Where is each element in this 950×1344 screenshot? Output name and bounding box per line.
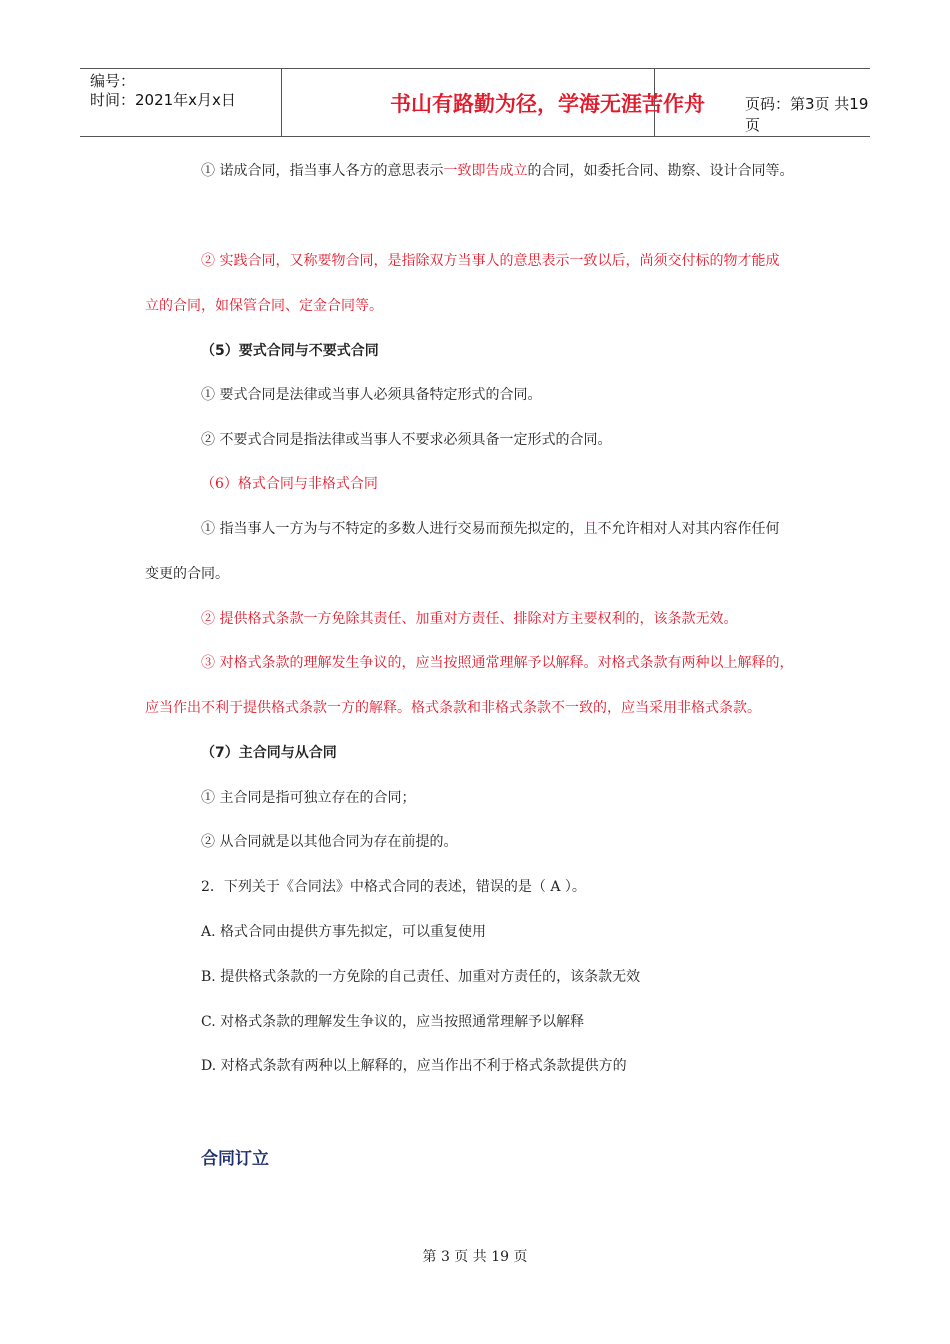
text-line: ② 提供格式条款一方免除其责任、加重对方责任、排除对方主要权利的，该条款无效。 <box>201 611 738 627</box>
text-line: ② 从合同就是以其他合同为存在前提的。 <box>201 834 458 850</box>
text-line <box>201 519 779 539</box>
highlight-span: 一致即告成立 <box>443 163 528 179</box>
option-c: C. 对格式条款的理解发生争议的，应当按照通常理解予以解释 <box>201 1014 585 1030</box>
subheading: （7）主合同与从合同 <box>201 745 337 761</box>
text-line: 应当作出不利于提供格式条款一方的解释。格式条款和非格式条款不一致的，应当采用非格式条款。 <box>145 700 761 716</box>
option-a: A. 格式合同由提供方事先拟定，可以重复使用 <box>201 924 487 940</box>
page-header <box>80 68 870 137</box>
serial-label: 编号： <box>90 72 136 90</box>
highlight-span: 且 <box>583 521 598 537</box>
header-meta <box>90 72 236 110</box>
header-divider <box>281 69 282 136</box>
text-span: ① 诺成合同，指当事人各方的意思表示 <box>201 163 444 179</box>
text-line: ① 主合同是指可独立存在的合同； <box>201 790 416 806</box>
text-line: ① 要式合同是法律或当事人必须具备特定形式的合同。 <box>201 387 542 403</box>
option-b: B. 提供格式条款的一方免除的自己责任、加重对方责任的，该条款无效 <box>201 969 641 985</box>
date-label: 时间：2021年x月x日 <box>90 91 236 109</box>
text-span: ① 指当事人一方为与不特定的多数人进行交易而预先拟定的， <box>201 521 584 537</box>
question: 2．下列关于《合同法》中格式合同的表述，错误的是（ A ）。 <box>201 879 586 895</box>
text-line: ② 实践合同，又称要物合同，是指除双方当事人的意思表示一致以后，尚须交付标的物才能成 <box>201 253 780 269</box>
text-line <box>201 161 793 181</box>
text-line: ③ 对格式条款的理解发生争议的，应当按照通常理解予以解释。对格式条款有两种以上解释的， <box>201 655 794 671</box>
page-footer: 第 3 页 共 19 页 <box>422 1249 528 1265</box>
subheading: （6）格式合同与非格式合同 <box>201 476 378 492</box>
header-motto: 书山有路勤为径，学海无涯苦作舟 <box>390 91 705 116</box>
section-title: 合同订立 <box>201 1149 269 1169</box>
text-line: 变更的合同。 <box>145 566 229 582</box>
subheading: （5）要式合同与不要式合同 <box>201 343 379 359</box>
option-d: D. 对格式条款有两种以上解释的，应当作出不利于格式条款提供方的 <box>201 1058 627 1074</box>
text-span: 的合同，如委托合同、勘察、设计合同等。 <box>527 163 794 179</box>
text-line: 立的合同，如保管合同、定金合同等。 <box>145 298 383 314</box>
text-span: 不允许相对人对其内容作任何 <box>597 521 780 537</box>
text-line: ② 不要式合同是指法律或当事人不要求必须具备一定形式的合同。 <box>201 432 612 448</box>
header-page-info: 页码：第3页 共19页 <box>745 95 869 134</box>
